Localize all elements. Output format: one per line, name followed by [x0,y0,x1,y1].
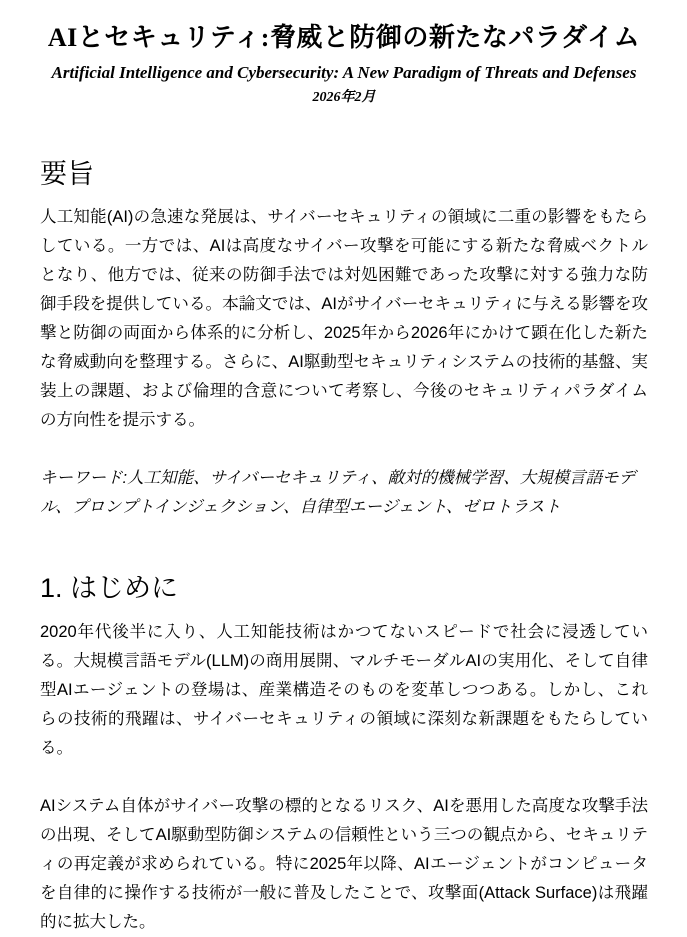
introduction-paragraph-1: 2020年代後半に入り、人工知能技術はかつてないスピードで社会に浸透している。大規模言語モデル(LLM)の商用展開、マルチモーダルAIの実用化、そして自律型AIエージェントの登場は、産業構造そのものを変革しつつある。しかし、これらの技術的飛躍は、サイバーセキュリティの領域に深刻な新課題をもたらしている。 [40,622,648,757]
document-subtitle: Artificial Intelligence and Cybersecurity: A New Paradigm of Threats and Defenses [51,62,637,82]
abstract-section [40,158,648,522]
document-header [40,22,648,106]
abstract-heading: 要旨 [40,158,94,189]
introduction-section [40,572,648,936]
introduction-paragraph-2: AIシステム自体がサイバー攻撃の標的となるリスク、AIを悪用した高度な攻撃手法の出現、そしてAI駆動型防御システムの信頼性という三つの観点から、セキュリティの再定義が求められている。特に2025年以降、AIエージェントがコンピュータを自律的に操作する技術が一般に普及したことで、攻撃面(Attack Surface)は飛躍的に拡大した。 [40,796,648,931]
introduction-heading: 1. はじめに [40,573,179,604]
document-title: AIとセキュリティ:脅威と防御の新たなパラダイム [47,23,641,52]
abstract-text: 人工知能(AI)の急速な発展は、サイバーセキュリティの領域に二重の影響をもたらしている。一方では、AIは高度なサイバー攻撃を可能にする新たな脅威ベクトルとなり、他方では、従来の防御手法では対処困難であった攻撃に対する強力な防御手段を提供している。本論文では、AIがサイバーセキュリティに与える影響を攻撃と防御の両面から体系的に分析し、2025年から2026年にかけて顕在化した新たな脅威動向を整理する。さらに、AI駆動型セキュリティシステムの技術的基盤、実装上の課題、および倫理的含意について考察し、今後のセキュリティパラダイムの方向性を提示する。 [40,208,648,430]
document-date: 2026年2月 [312,89,376,105]
keywords-text: キーワード:人工知能、サイバーセキュリティ、敵対的機械学習、大規模言語モデル、プロンプトインジェクション、自律型エージェント、ゼロトラスト [40,469,636,517]
